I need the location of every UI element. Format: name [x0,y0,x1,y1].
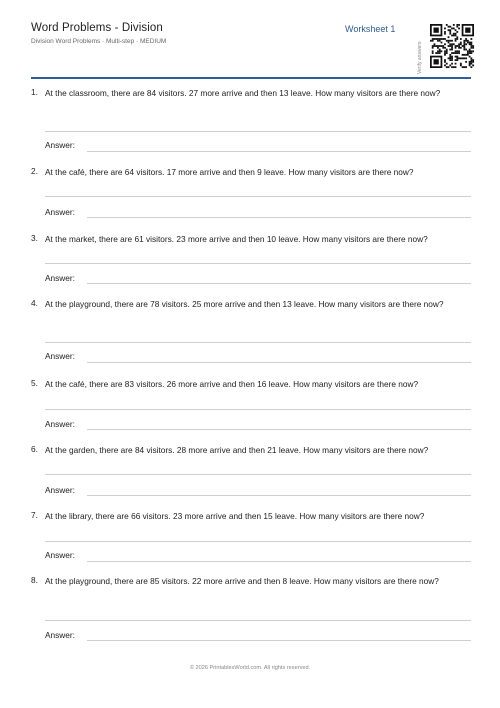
question-text: At the classroom, there are 84 visitors. 27 more arrive and then 13 leave. How many visitors are there now? [45,88,441,98]
question-number: 4. [31,298,38,308]
question-text: At the library, there are 66 visitors. 23 more arrive and then 15 leave. How many visitors are there now? [45,511,425,521]
header-divider [31,77,471,79]
question-number: 6. [31,444,38,454]
work-line [45,620,471,621]
work-line [45,342,471,343]
question-text: At the market, there are 61 visitors. 23 more arrive and then 10 leave. How many visitors are there now? [45,234,428,244]
question-text: At the playground, there are 78 visitors. 25 more arrive and then 13 leave. How many visitors are there now? [45,299,444,309]
answer-line[interactable] [87,640,471,641]
answer-line[interactable] [87,362,471,363]
answer-label: Answer: [45,550,75,560]
work-line [45,131,471,132]
question-text: At the café, there are 64 visitors. 17 more arrive and then 9 leave. How many visitors are there now? [45,167,414,177]
work-line [45,474,471,475]
answer-line[interactable] [87,283,471,284]
answer-label: Answer: [45,207,75,217]
question-number: 2. [31,166,38,176]
answer-label: Answer: [45,273,75,283]
work-line [45,263,471,264]
work-line [45,409,471,410]
work-line [45,196,471,197]
question-number: 8. [31,575,38,585]
work-line [45,541,471,542]
answer-line[interactable] [87,561,471,562]
question-number: 5. [31,378,38,388]
answer-label: Answer: [45,485,75,495]
answer-line[interactable] [87,151,471,152]
qr-code-icon [429,18,475,74]
page-title: Word Problems - Division [31,22,163,34]
question-text: At the playground, there are 85 visitors. 22 more arrive and then 8 leave. How many visitors are there now? [45,576,439,586]
answer-line[interactable] [87,429,471,430]
worksheet-header [31,22,471,78]
answer-line[interactable] [87,495,471,496]
question-number: 1. [31,87,38,97]
answer-label: Answer: [45,630,75,640]
answer-label: Answer: [45,419,75,429]
question-number: 3. [31,233,38,243]
page-subtitle: Division Word Problems · Multi-step · MEDIUM [31,38,167,45]
worksheet-label: Worksheet 1 [345,24,396,34]
question-number: 7. [31,510,38,520]
question-text: At the garden, there are 84 visitors. 28 more arrive and then 21 leave. How many visitors are there now? [45,445,429,455]
copyright-footer: © 2026 PrintablesWorld.com. All rights reserved. [189,665,311,671]
verify-answers-label: Verify answers [417,41,423,74]
answer-label: Answer: [45,351,75,361]
question-text: At the café, there are 83 visitors. 26 more arrive and then 16 leave. How many visitors are there now? [45,379,419,389]
answer-line[interactable] [87,217,471,218]
answer-label: Answer: [45,140,75,150]
